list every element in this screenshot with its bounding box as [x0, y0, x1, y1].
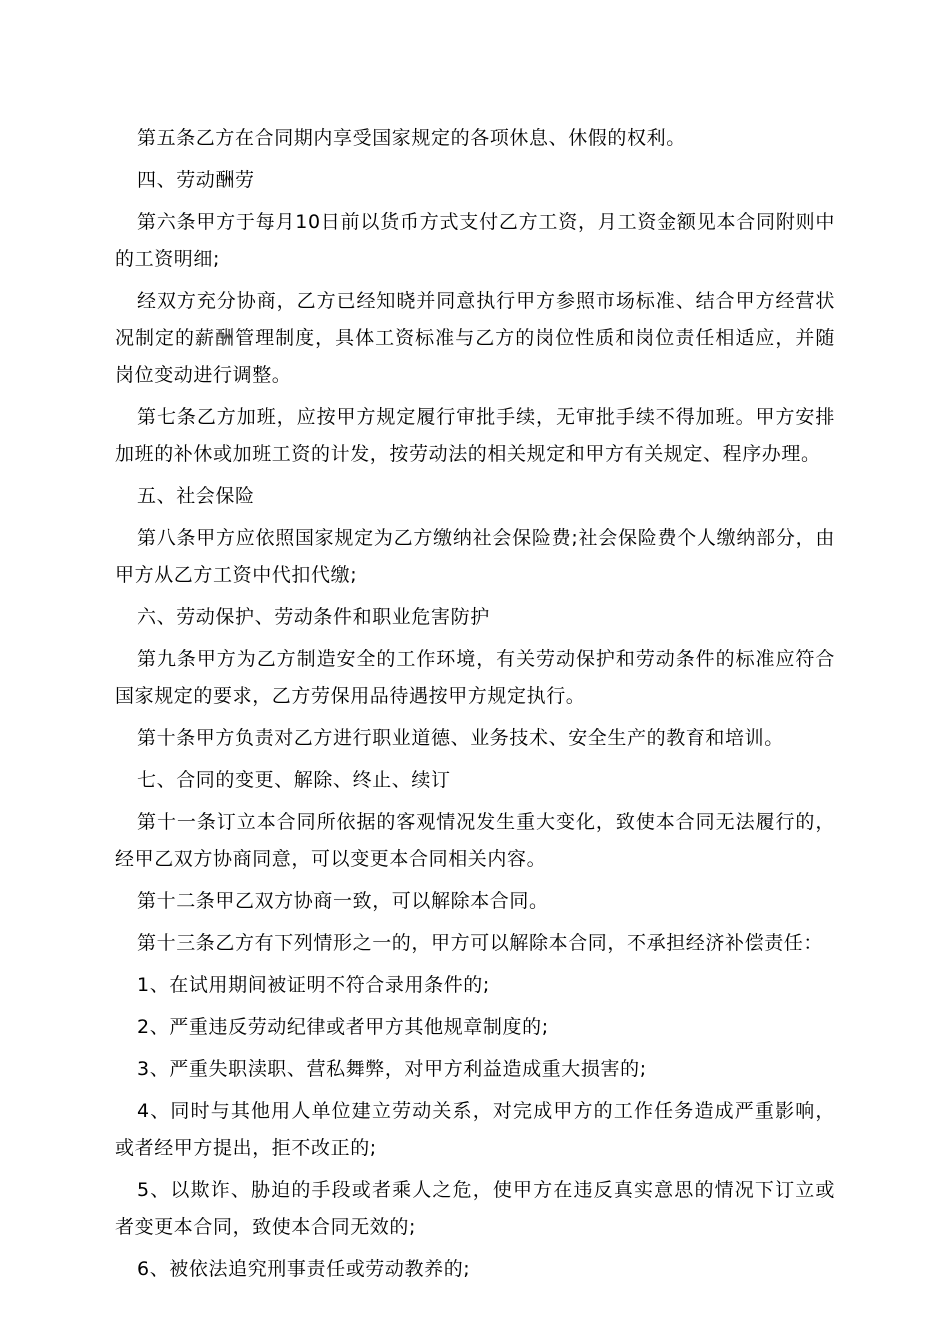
list-item: 6、被依法追究刑事责任或劳动教养的; — [137, 1258, 471, 1280]
article-7: 第七条乙方加班，应按甲方规定履行审批手续，无审批手续不得加班。甲方安排加班的补休或加班工资的计发，按劳动法的相关规定和甲方有关规定、程序办理。 — [115, 406, 835, 465]
list-item: 3、严重失职渎职、营私舞弊，对甲方利益造成重大损害的; — [137, 1058, 647, 1080]
list-item: 4、同时与其他用人单位建立劳动关系，对完成甲方的工作任务造成严重影响，或者经甲方提出，拒不改正的; — [115, 1100, 835, 1159]
section-heading-contract-changes: 七、合同的变更、解除、终止、续订 — [137, 769, 451, 791]
article-12: 第十二条甲乙双方协商一致，可以解除本合同。 — [137, 890, 549, 912]
list-item: 2、严重违反劳动纪律或者甲方其他规章制度的; — [137, 1016, 549, 1038]
section-heading-social-insurance: 五、社会保险 — [137, 485, 255, 507]
article-13: 第十三条乙方有下列情形之一的，甲方可以解除本合同，不承担经济补偿责任： — [137, 932, 824, 954]
article-10: 第十条甲方负责对乙方进行职业道德、业务技术、安全生产的教育和培训。 — [137, 727, 784, 749]
section-heading-labor-protection: 六、劳动保护、劳动条件和职业危害防护 — [137, 606, 490, 628]
article-8: 第八条甲方应依照国家规定为乙方缴纳社会保险费;社会保险费个人缴纳部分，由甲方从乙方工资中代扣代缴; — [115, 527, 835, 586]
article-9: 第九条甲方为乙方制造安全的工作环境，有关劳动保护和劳动条件的标准应符合国家规定的要求，乙方劳保用品待遇按甲方规定执行。 — [115, 648, 835, 707]
article-6-salary-policy: 经双方充分协商，乙方已经知晓并同意执行甲方参照市场标准、结合甲方经营状况制定的薪酬管理制度，具体工资标准与乙方的岗位性质和岗位责任相适应，并随岗位变动进行调整。 — [115, 290, 835, 386]
list-item: 5、以欺诈、胁迫的手段或者乘人之危，使甲方在违反真实意思的情况下订立或者变更本合同，致使本合同无效的; — [115, 1179, 835, 1238]
section-heading-remuneration: 四、劳动酬劳 — [137, 169, 255, 191]
article-6: 第六条甲方于每月10日前以货币方式支付乙方工资，月工资金额见本合同附则中的工资明细; — [115, 211, 835, 270]
article-5: 第五条乙方在合同期内享受国家规定的各项休息、休假的权利。 — [137, 127, 686, 149]
list-item: 1、在试用期间被证明不符合录用条件的; — [137, 974, 490, 996]
document-body — [115, 120, 835, 1293]
article-11: 第十一条订立本合同所依据的客观情况发生重大变化，致使本合同无法履行的，经甲乙双方协商同意，可以变更本合同相关内容。 — [115, 811, 835, 870]
